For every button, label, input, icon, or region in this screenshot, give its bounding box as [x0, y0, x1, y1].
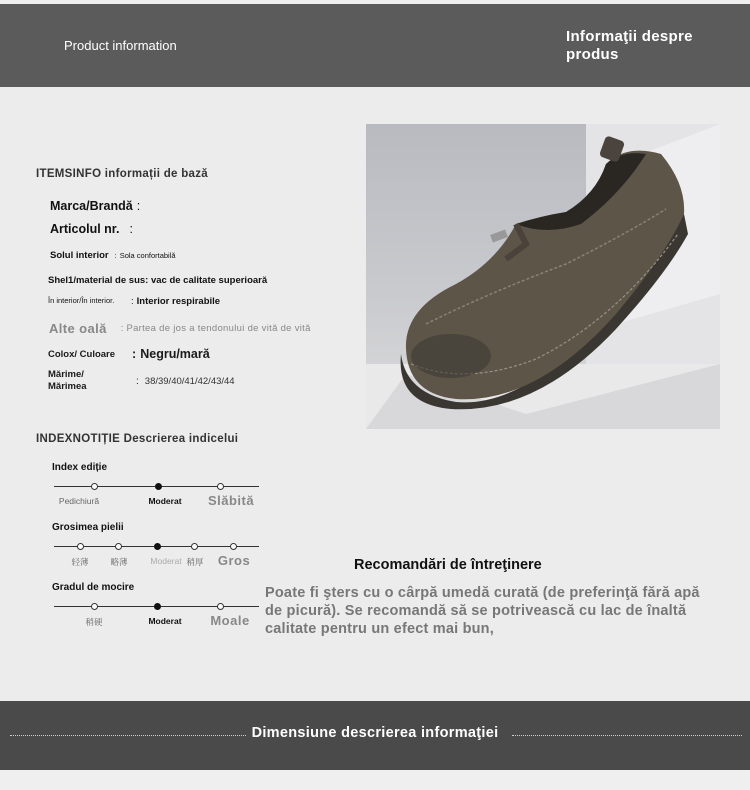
scale-dot	[217, 483, 224, 490]
header-left-title: Product information	[64, 38, 177, 53]
scale-label: Gros	[217, 553, 251, 568]
scale-label: Pedichiură	[58, 496, 100, 506]
care-title: Recomandări de întreţinere	[354, 557, 542, 573]
spec-row-sole	[49, 321, 311, 336]
spec-label: Articolul nr.	[50, 222, 120, 236]
scale-edition	[52, 462, 262, 512]
spec-label: În interior/În interior.	[48, 296, 115, 306]
scale-label: Moale	[210, 613, 250, 628]
scale-title: Index ediție	[52, 462, 108, 473]
spec-value: Partea de jos a tendonului de vită de vită	[126, 323, 311, 334]
header-banner	[0, 4, 750, 87]
scale-label: Moderat	[148, 496, 182, 506]
header-right-title: Informaţii despre produs	[566, 28, 693, 63]
spec-label: Solul interior	[50, 250, 109, 261]
scale-dot-selected	[154, 543, 161, 550]
spec-label: Marca/Brandă	[50, 199, 133, 213]
spec-sep: :	[132, 347, 137, 361]
spec-value: Interior respirabile	[136, 296, 221, 307]
footer-title: Dimensiune descrierea informaţiei	[251, 725, 499, 741]
scale-dot-selected	[154, 603, 161, 610]
care-text: Poate fi şters cu o cârpă umedă curată (de preferinţă fără apă de picură). Se recomandă să se potrivească cu lac de înaltă calitate pentru un efect mai bun,	[265, 585, 700, 637]
spec-label: Colox/ Culoare	[48, 348, 116, 360]
scale-title: Gradul de mocire	[52, 582, 135, 593]
scale-label: 稍硬	[85, 617, 103, 627]
product-photo	[366, 124, 720, 429]
spec-row-size	[48, 369, 235, 393]
spec-label: Shel1/material de sus: vac de calitate superioară	[48, 275, 268, 286]
scale-dot	[91, 483, 98, 490]
scale-thickness	[52, 522, 262, 572]
index-info-title: INDEXNOTIȚIE Descrierea indicelui	[36, 433, 239, 445]
spec-label: Mărime/ Mărimea	[48, 369, 87, 392]
scale-dot-selected	[155, 483, 162, 490]
spec-sep: :	[120, 323, 124, 334]
scale-label: Slăbită	[207, 493, 255, 508]
loafer-shoe-image	[366, 124, 720, 429]
spec-sep: :	[136, 375, 139, 387]
footer-banner	[0, 701, 750, 770]
scale-label: 略薄	[110, 557, 128, 567]
scale-dot	[191, 543, 198, 550]
scale-dot	[115, 543, 122, 550]
scale-dot	[217, 603, 224, 610]
spec-value: 38/39/40/41/42/43/44	[144, 375, 235, 387]
spec-sep: :	[136, 199, 141, 213]
spec-row-color	[48, 347, 210, 361]
scale-dot	[77, 543, 84, 550]
spec-row-brand	[50, 199, 140, 213]
spec-value: Negru/mară	[140, 347, 210, 361]
spec-sep: :	[114, 251, 117, 260]
scale-label: 轻薄	[71, 557, 89, 567]
spec-row-lining	[48, 296, 220, 307]
scale-label: Moderat	[150, 556, 182, 566]
spec-value: Sola confortabilă	[119, 251, 176, 260]
scale-label: Moderat	[148, 616, 182, 626]
scale-title: Grosimea pielii	[52, 522, 124, 533]
spec-row-upper	[48, 275, 267, 286]
scale-dot	[91, 603, 98, 610]
spec-row-article	[50, 222, 133, 236]
scale-label: 稍厚	[186, 557, 204, 567]
spec-label: Alte oală	[49, 321, 107, 336]
scale-dot	[230, 543, 237, 550]
spec-sep: :	[129, 222, 133, 236]
basic-info-title: ITEMSINFO informații de bază	[36, 168, 208, 180]
spec-sep: :	[131, 296, 134, 307]
scale-softness	[52, 582, 262, 632]
spec-row-insole	[50, 250, 176, 261]
